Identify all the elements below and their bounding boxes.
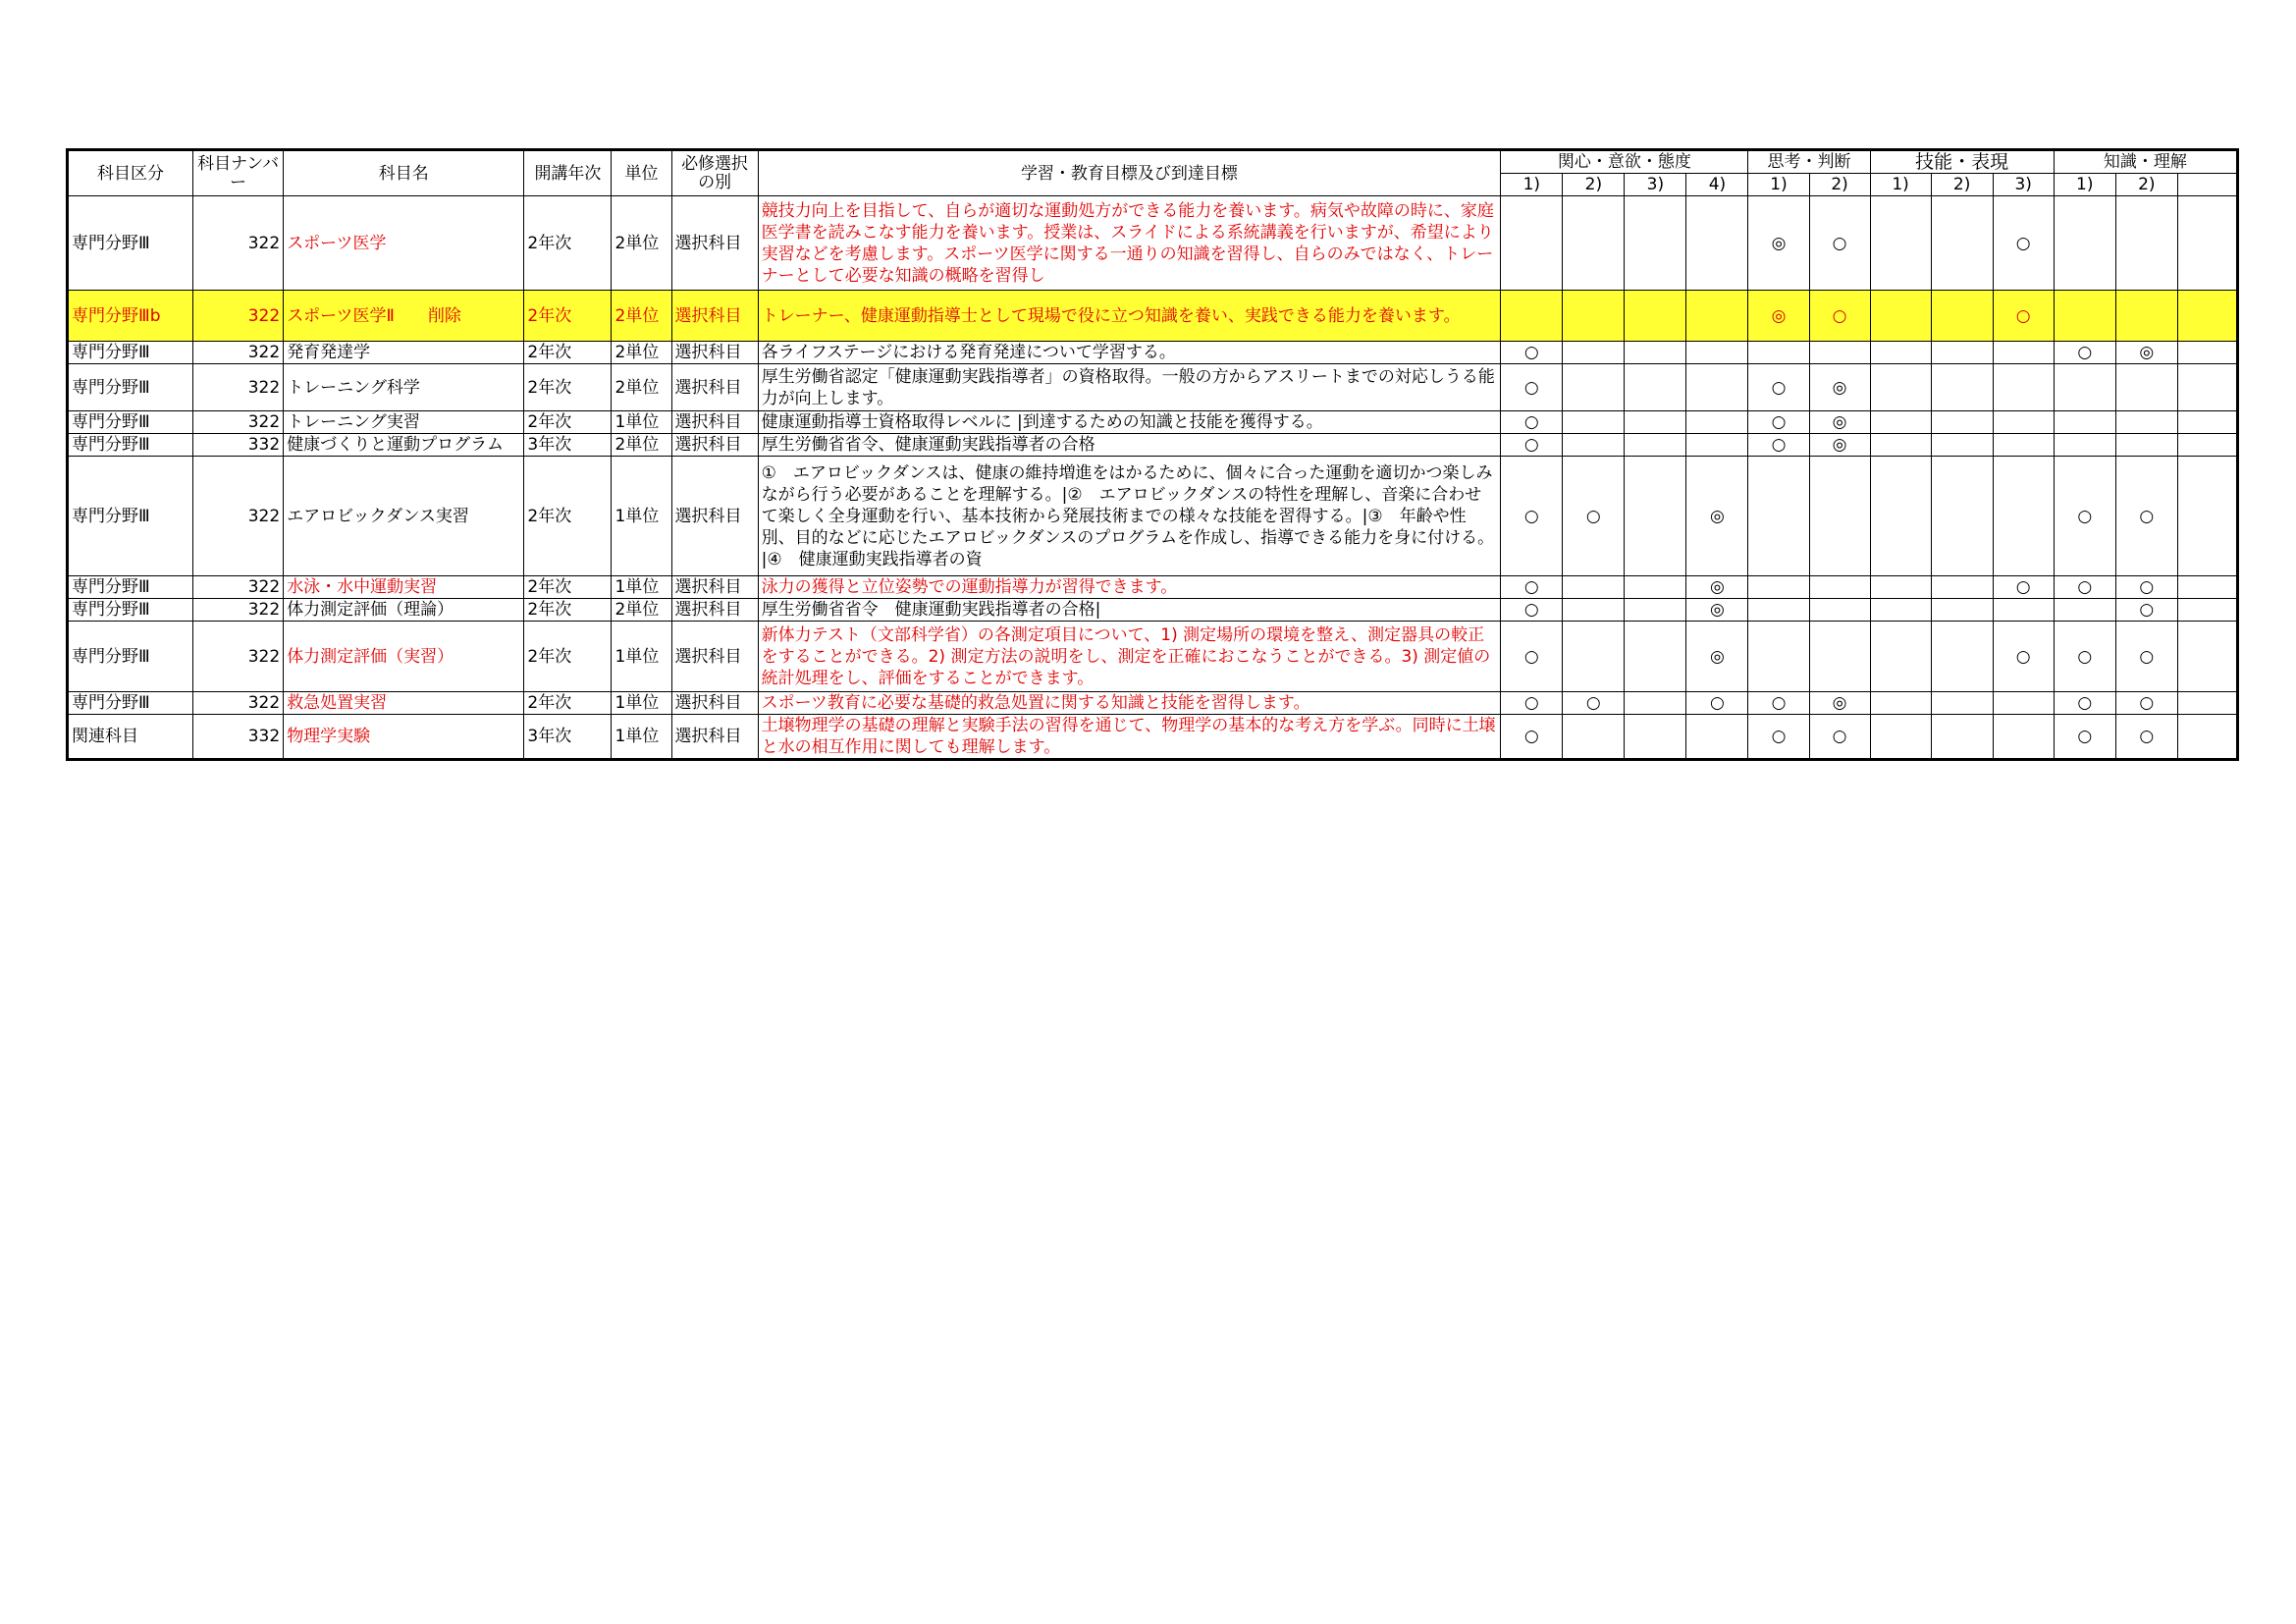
evaluation-mark (1870, 291, 1931, 342)
row-subject-name: 水泳・水中運動実習 (284, 576, 524, 599)
row-year: 2年次 (524, 364, 612, 411)
evaluation-mark: ○ (1563, 457, 1625, 576)
row-required: 選択科目 (671, 196, 758, 291)
evaluation-mark (1993, 599, 2054, 622)
evaluation-mark (2115, 434, 2177, 457)
row-category: 専門分野Ⅲ (68, 599, 193, 622)
evaluation-mark (1686, 342, 1748, 364)
row-goal: 土壌物理学の基礎の理解と実験手法の習得を通じて、物理学の基本的な考え方を学ぶ。同時に土壌と水の相互作用に関しても理解します。 (758, 715, 1501, 760)
evaluation-mark (2177, 576, 2237, 599)
evaluation-mark (1993, 457, 2054, 576)
header-group-knowledge: 知識・理解 (2054, 150, 2237, 174)
evaluation-mark: ○ (2115, 622, 2177, 692)
evaluation-mark: ○ (1501, 434, 1563, 457)
row-year: 2年次 (524, 576, 612, 599)
evaluation-mark: ○ (1501, 457, 1563, 576)
evaluation-mark: ○ (1501, 715, 1563, 760)
evaluation-mark (1501, 291, 1563, 342)
row-unit: 2単位 (612, 342, 671, 364)
evaluation-mark (1563, 715, 1625, 760)
row-goal: 競技力向上を目指して、自らが適切な運動処方ができる能力を養います。病気や故障の時に、家庭医学書を読みこなす能力を養います。授業は、スライドによる系統講義を行いますが、希望により実習などを考慮します。スポーツ医学に関する一通りの知識を習得し、自らのみではなく、トレーナーとして必要な知識の概略を習得し (758, 196, 1501, 291)
evaluation-mark: ○ (1686, 692, 1748, 715)
evaluation-mark (1870, 622, 1931, 692)
evaluation-mark (1748, 342, 1809, 364)
evaluation-mark (1748, 622, 1809, 692)
evaluation-mark (1870, 692, 1931, 715)
row-year: 2年次 (524, 599, 612, 622)
row-required: 選択科目 (671, 622, 758, 692)
evaluation-mark (1870, 599, 1931, 622)
row-category: 専門分野Ⅲ (68, 196, 193, 291)
row-subject-name: トレーニング実習 (284, 411, 524, 434)
evaluation-mark: ○ (2115, 692, 2177, 715)
evaluation-mark: ◎ (1809, 692, 1870, 715)
row-category: 専門分野Ⅲb (68, 291, 193, 342)
row-category: 専門分野Ⅲ (68, 411, 193, 434)
row-number: 322 (193, 342, 284, 364)
evaluation-mark (1931, 576, 1993, 599)
evaluation-mark (1931, 692, 1993, 715)
evaluation-mark (2054, 411, 2115, 434)
evaluation-mark (2177, 457, 2237, 576)
header-goal: 学習・教育目標及び到達目標 (758, 150, 1501, 196)
sub-header: 3) (1993, 174, 2054, 196)
evaluation-mark (2177, 291, 2237, 342)
row-category: 専門分野Ⅲ (68, 342, 193, 364)
evaluation-mark: ○ (2054, 692, 2115, 715)
evaluation-mark (2177, 599, 2237, 622)
table-row (68, 411, 2238, 434)
row-unit: 1単位 (612, 576, 671, 599)
row-unit: 1単位 (612, 692, 671, 715)
evaluation-mark (1870, 576, 1931, 599)
evaluation-mark (1931, 364, 1993, 411)
row-category: 専門分野Ⅲ (68, 364, 193, 411)
evaluation-mark: ○ (1809, 291, 1870, 342)
evaluation-mark (1748, 599, 1809, 622)
evaluation-mark (1870, 434, 1931, 457)
row-category: 専門分野Ⅲ (68, 457, 193, 576)
evaluation-mark (1625, 715, 1686, 760)
row-unit: 2単位 (612, 434, 671, 457)
evaluation-mark: ○ (1501, 342, 1563, 364)
evaluation-mark (1563, 576, 1625, 599)
header-group-thinking: 思考・判断 (1748, 150, 1870, 174)
evaluation-mark: ◎ (2115, 342, 2177, 364)
row-required: 選択科目 (671, 457, 758, 576)
evaluation-mark (2177, 196, 2237, 291)
evaluation-mark (1931, 291, 1993, 342)
evaluation-mark (1870, 457, 1931, 576)
evaluation-mark (1563, 291, 1625, 342)
evaluation-mark (1625, 196, 1686, 291)
evaluation-mark (1625, 692, 1686, 715)
evaluation-mark: ○ (2115, 457, 2177, 576)
table-row (68, 576, 2238, 599)
row-year: 2年次 (524, 342, 612, 364)
row-category: 専門分野Ⅲ (68, 622, 193, 692)
row-year: 2年次 (524, 411, 612, 434)
evaluation-mark (1993, 434, 2054, 457)
row-required: 選択科目 (671, 411, 758, 434)
evaluation-mark (1625, 622, 1686, 692)
row-year: 3年次 (524, 434, 612, 457)
row-subject-name: スポーツ医学 (284, 196, 524, 291)
evaluation-mark: ◎ (1748, 291, 1809, 342)
row-number: 322 (193, 692, 284, 715)
evaluation-mark: ○ (2054, 622, 2115, 692)
evaluation-mark (1501, 196, 1563, 291)
row-number: 322 (193, 622, 284, 692)
table-row (68, 692, 2238, 715)
evaluation-mark: ○ (1501, 576, 1563, 599)
table-row (68, 364, 2238, 411)
evaluation-mark: ○ (1993, 576, 2054, 599)
evaluation-mark (1809, 599, 1870, 622)
row-required: 選択科目 (671, 576, 758, 599)
evaluation-mark (1993, 692, 2054, 715)
row-subject-name: 体力測定評価（理論） (284, 599, 524, 622)
evaluation-mark: ◎ (1686, 457, 1748, 576)
row-goal: 厚生労働省省令 健康運動実践指導者の合格| (758, 599, 1501, 622)
sub-header: 2) (1931, 174, 1993, 196)
evaluation-mark (1870, 364, 1931, 411)
evaluation-mark (1563, 364, 1625, 411)
evaluation-mark (1686, 196, 1748, 291)
curriculum-table (66, 148, 2239, 761)
row-subject-name: 体力測定評価（実習） (284, 622, 524, 692)
row-category: 専門分野Ⅲ (68, 434, 193, 457)
table-row (68, 196, 2238, 291)
table-row (68, 342, 2238, 364)
row-number: 322 (193, 576, 284, 599)
evaluation-mark: ○ (1993, 291, 2054, 342)
evaluation-mark (1563, 599, 1625, 622)
row-year: 2年次 (524, 196, 612, 291)
evaluation-mark (1748, 576, 1809, 599)
evaluation-mark (1625, 576, 1686, 599)
evaluation-mark: ◎ (1686, 622, 1748, 692)
evaluation-mark (1686, 291, 1748, 342)
evaluation-mark: ○ (2115, 599, 2177, 622)
row-goal: スポーツ教育に必要な基礎的救急処置に関する知識と技能を習得します。 (758, 692, 1501, 715)
row-number: 322 (193, 457, 284, 576)
sub-header: 4) (1686, 174, 1748, 196)
evaluation-mark: ○ (1993, 196, 2054, 291)
header-group-interest: 関心・意欲・態度 (1501, 150, 1748, 174)
evaluation-mark (1931, 342, 1993, 364)
evaluation-mark (1931, 196, 1993, 291)
row-subject-name: 健康づくりと運動プログラム (284, 434, 524, 457)
table-row (68, 622, 2238, 692)
row-unit: 2単位 (612, 364, 671, 411)
evaluation-mark (1993, 715, 2054, 760)
header-number: 科目ナンバー (193, 150, 284, 196)
evaluation-mark (1563, 434, 1625, 457)
row-number: 322 (193, 364, 284, 411)
evaluation-mark: ○ (1501, 411, 1563, 434)
evaluation-mark: ◎ (1809, 364, 1870, 411)
evaluation-mark (1809, 576, 1870, 599)
row-unit: 2単位 (612, 599, 671, 622)
evaluation-mark (2115, 196, 2177, 291)
evaluation-mark: ○ (1748, 364, 1809, 411)
table-row (68, 599, 2238, 622)
evaluation-mark: ◎ (1686, 576, 1748, 599)
row-subject-name: 発育発達学 (284, 342, 524, 364)
row-required: 選択科目 (671, 599, 758, 622)
evaluation-mark (1931, 622, 1993, 692)
row-subject-name: 物理学実験 (284, 715, 524, 760)
row-unit: 1単位 (612, 622, 671, 692)
sub-header (2177, 174, 2237, 196)
row-year: 2年次 (524, 622, 612, 692)
table-row (68, 291, 2238, 342)
row-goal: 各ライフステージにおける発育発達について学習する。 (758, 342, 1501, 364)
row-unit: 1単位 (612, 715, 671, 760)
row-required: 選択科目 (671, 342, 758, 364)
evaluation-mark (1625, 342, 1686, 364)
row-number: 322 (193, 291, 284, 342)
evaluation-mark: ○ (1809, 196, 1870, 291)
row-number: 332 (193, 715, 284, 760)
evaluation-mark (1748, 457, 1809, 576)
header-year: 開講年次 (524, 150, 612, 196)
evaluation-mark: ◎ (1748, 196, 1809, 291)
evaluation-mark (1931, 599, 1993, 622)
header-required: 必修選択の別 (671, 150, 758, 196)
evaluation-mark (1931, 411, 1993, 434)
row-subject-name: 救急処置実習 (284, 692, 524, 715)
evaluation-mark (2177, 434, 2237, 457)
evaluation-mark (1931, 457, 1993, 576)
evaluation-mark (1870, 715, 1931, 760)
evaluation-mark (1993, 342, 2054, 364)
row-goal: 新体力テスト（文部科学省）の各測定項目について、1) 測定場所の環境を整え、測定器具の較正をすることができる。2) 測定方法の説明をし、測定を正確におこなうことができる。3) 測定値の統計処理をし、評価をすることができます。 (758, 622, 1501, 692)
row-goal: 厚生労働省省令、健康運動実践指導者の合格 (758, 434, 1501, 457)
evaluation-mark (1625, 291, 1686, 342)
table-row (68, 457, 2238, 576)
evaluation-mark (1809, 457, 1870, 576)
evaluation-mark (1625, 411, 1686, 434)
evaluation-mark: ○ (1748, 434, 1809, 457)
evaluation-mark: ○ (1501, 622, 1563, 692)
evaluation-mark (1563, 196, 1625, 291)
row-year: 2年次 (524, 692, 612, 715)
sub-header: 1) (1748, 174, 1809, 196)
evaluation-mark (1993, 411, 2054, 434)
row-number: 322 (193, 599, 284, 622)
evaluation-mark: ○ (2054, 576, 2115, 599)
table-row (68, 434, 2238, 457)
evaluation-mark (1625, 599, 1686, 622)
sub-header: 2) (1809, 174, 1870, 196)
evaluation-mark (2115, 291, 2177, 342)
header-group-skill: 技能・表現 (1870, 150, 2054, 174)
row-goal: ① エアロビックダンスは、健康の維持増進をはかるために、個々に合った運動を適切かつ楽しみながら行う必要があることを理解する。|② エアロビックダンスの特性を理解し、音楽に合わせて楽しく全身運動を行い、基本技術から発展技術までの様々な技能を習得する。|③ 年齢や性別、目的などに応じたエアロビックダンスのプログラムを作成し、指導できる能力を身に付ける。|④ 健康運動実践指導者の資 (758, 457, 1501, 576)
evaluation-mark (1931, 434, 1993, 457)
evaluation-mark: ◎ (1686, 599, 1748, 622)
row-category: 専門分野Ⅲ (68, 692, 193, 715)
sub-header: 2) (2115, 174, 2177, 196)
evaluation-mark (1625, 364, 1686, 411)
evaluation-mark (2177, 364, 2237, 411)
evaluation-mark: ○ (1748, 411, 1809, 434)
evaluation-mark (1625, 457, 1686, 576)
evaluation-mark (1870, 411, 1931, 434)
row-goal: 健康運動指導士資格取得レベルに |到達するための知識と技能を獲得する。 (758, 411, 1501, 434)
evaluation-mark (2054, 599, 2115, 622)
evaluation-mark: ○ (2115, 576, 2177, 599)
row-required: 選択科目 (671, 692, 758, 715)
row-number: 322 (193, 411, 284, 434)
evaluation-mark: ○ (1748, 715, 1809, 760)
row-required: 選択科目 (671, 715, 758, 760)
row-unit: 1単位 (612, 457, 671, 576)
row-year: 2年次 (524, 291, 612, 342)
evaluation-mark (2054, 291, 2115, 342)
row-goal: トレーナー、健康運動指導士として現場で役に立つ知識を養い、実践できる能力を養います。 (758, 291, 1501, 342)
evaluation-mark (1563, 342, 1625, 364)
evaluation-mark: ○ (1501, 599, 1563, 622)
row-goal: 厚生労働省認定「健康運動実践指導者」の資格取得。一般の方からアスリートまでの対応しうる能力が向上します。 (758, 364, 1501, 411)
row-number: 332 (193, 434, 284, 457)
evaluation-mark (2054, 196, 2115, 291)
row-required: 選択科目 (671, 364, 758, 411)
row-category: 専門分野Ⅲ (68, 576, 193, 599)
evaluation-mark: ○ (2054, 715, 2115, 760)
evaluation-mark: ○ (2054, 342, 2115, 364)
header-unit: 単位 (612, 150, 671, 196)
evaluation-mark (1563, 411, 1625, 434)
evaluation-mark (2177, 622, 2237, 692)
evaluation-mark: ○ (1993, 622, 2054, 692)
evaluation-mark (1686, 715, 1748, 760)
row-required: 選択科目 (671, 291, 758, 342)
sub-header: 1) (1501, 174, 1563, 196)
evaluation-mark: ◎ (1809, 434, 1870, 457)
row-goal: 泳力の獲得と立位姿勢での運動指導力が習得できます。 (758, 576, 1501, 599)
row-required: 選択科目 (671, 434, 758, 457)
evaluation-mark: ○ (1563, 692, 1625, 715)
evaluation-mark: ○ (1501, 692, 1563, 715)
row-unit: 1単位 (612, 411, 671, 434)
evaluation-mark: ○ (1809, 715, 1870, 760)
row-subject-name: スポーツ医学Ⅱ 削除 (284, 291, 524, 342)
sub-header: 1) (1870, 174, 1931, 196)
row-subject-name: トレーニング科学 (284, 364, 524, 411)
sub-header: 2) (1563, 174, 1625, 196)
evaluation-mark (2054, 434, 2115, 457)
row-unit: 2単位 (612, 196, 671, 291)
evaluation-mark (1686, 411, 1748, 434)
evaluation-mark (2115, 411, 2177, 434)
evaluation-mark (2177, 411, 2237, 434)
row-unit: 2単位 (612, 291, 671, 342)
sub-header: 3) (1625, 174, 1686, 196)
evaluation-mark (1686, 434, 1748, 457)
evaluation-mark (2177, 342, 2237, 364)
evaluation-mark (1563, 622, 1625, 692)
evaluation-mark (2177, 715, 2237, 760)
evaluation-mark (1870, 196, 1931, 291)
evaluation-mark: ◎ (1809, 411, 1870, 434)
evaluation-mark (1686, 364, 1748, 411)
evaluation-mark: ○ (2115, 715, 2177, 760)
row-year: 3年次 (524, 715, 612, 760)
evaluation-mark: ○ (2054, 457, 2115, 576)
header-subject: 科目名 (284, 150, 524, 196)
evaluation-mark (1870, 342, 1931, 364)
row-year: 2年次 (524, 457, 612, 576)
header-category: 科目区分 (68, 150, 193, 196)
row-category: 関連科目 (68, 715, 193, 760)
row-subject-name: エアロビックダンス実習 (284, 457, 524, 576)
evaluation-mark (1993, 364, 2054, 411)
evaluation-mark (1809, 342, 1870, 364)
evaluation-mark (1809, 622, 1870, 692)
evaluation-mark (2115, 364, 2177, 411)
evaluation-mark (1625, 434, 1686, 457)
evaluation-mark (1931, 715, 1993, 760)
sub-header: 1) (2054, 174, 2115, 196)
table-row (68, 715, 2238, 760)
evaluation-mark (2177, 692, 2237, 715)
evaluation-mark (2054, 364, 2115, 411)
evaluation-mark: ○ (1501, 364, 1563, 411)
row-number: 322 (193, 196, 284, 291)
evaluation-mark: ○ (1748, 692, 1809, 715)
